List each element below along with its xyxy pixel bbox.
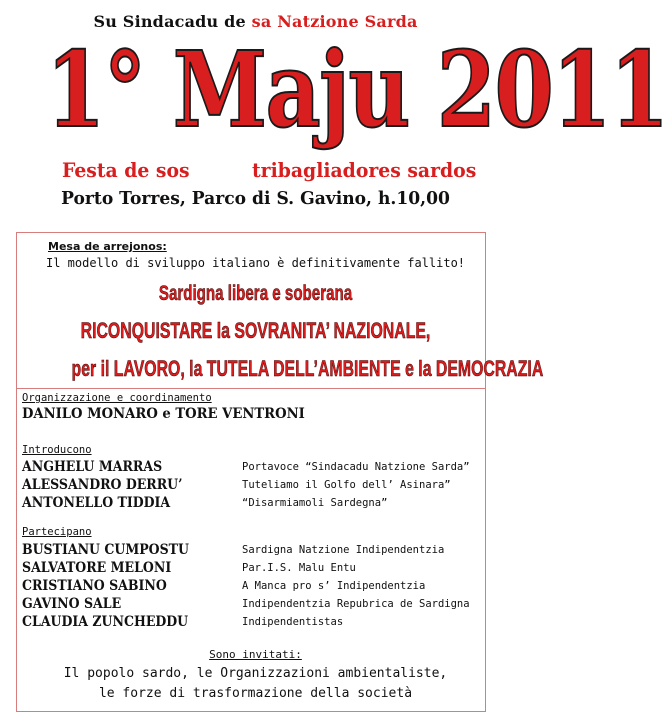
participant-row [22,560,492,578]
speaker-affiliation: Par.I.S. Malu Entu [242,562,356,574]
invited-line-1: Il popolo sardo, le Organizzazioni ambientaliste, [63,666,448,681]
subtitle-right: tribagliadores sardos [252,158,477,182]
introducer-row [22,477,492,495]
introducer-row [22,495,492,513]
slogan-lavoro: per il LAVORO, la TUTELA DELL’AMBIENTE e la DEMOCRAZIA [71,356,544,381]
introducers-label: Introducono [22,444,92,456]
box-divider [16,388,486,389]
participant-row [22,578,492,596]
participant-row [22,542,492,560]
speaker-name: CLAUDIA ZUNCHEDDU [22,614,189,630]
speaker-name: GAVINO SALE [22,596,122,612]
speaker-name: ALESSANDRO DERRU’ [22,477,183,493]
slogan-sardigna-libera: Sardigna libera e soberana [158,282,353,305]
organization-label: Organizzazione e coordinamento [22,392,212,404]
speaker-affiliation: Tuteliamo il Golfo dell’ Asinara” [242,479,451,491]
organizer-prefix: Su Sindacadu de [93,12,252,31]
event-location: Porto Torres, Parco di S. Gavino, h.10,00 [61,188,450,209]
speaker-name: CRISTIANO SABINO [22,578,167,594]
introducer-row [22,459,492,477]
speaker-affiliation: Indipendentistas [242,616,344,628]
participants-label: Partecipano [22,526,92,538]
speaker-affiliation: Indipendentzia Repubrica de Sardigna [242,598,470,610]
organizer-name: sa Natzione Sarda [251,12,418,31]
speaker-name: BUSTIANU CUMPOSTU [22,542,189,558]
speaker-affiliation: Sardigna Natzione Indipendentzia [242,544,445,556]
coordinators: DANILO MONARO e TORE VENTRONI [22,406,305,422]
speaker-name: SALVATORE MELONI [22,560,172,576]
subtitle-left: Festa de sos [62,158,190,182]
speaker-name: ANGHELU MARRAS [22,459,163,475]
invited-line-2: le forze di trasformazione della società [98,686,413,701]
speaker-affiliation: “Disarmiamoli Sardegna” [242,497,388,509]
speaker-name: ANTONELLO TIDDIA [22,495,171,511]
participant-row [22,614,492,632]
participant-row [22,596,492,614]
mesa-text: Il modello di sviluppo italiano è definitivamente fallito! [45,256,466,270]
invited-label: Sono invitati: [209,648,302,661]
mesa-label: Mesa de arrejonos: [48,240,167,253]
slogan-sovranita: RICONQUISTARE la SOVRANITA’ NAZIONALE, [80,318,431,343]
speaker-affiliation: Portavoce “Sindacadu Natzione Sarda” [242,461,470,473]
event-title: 1° Maju 2011 [45,28,668,151]
speaker-affiliation: A Manca pro s’ Indipendentzia [242,580,426,592]
